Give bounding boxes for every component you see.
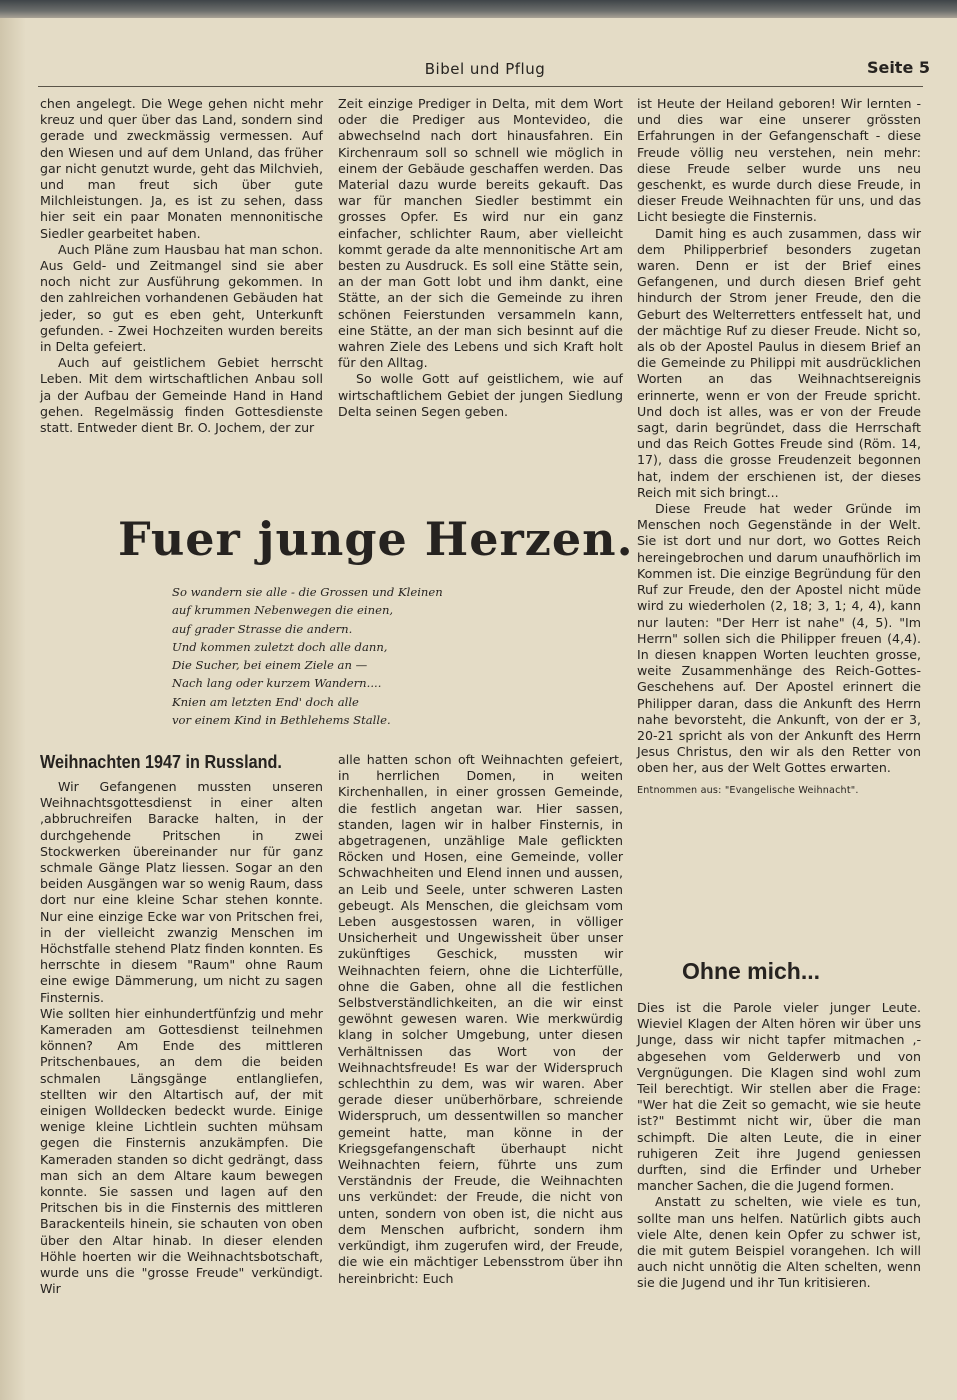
section-heading-fuer-junge-herzen: Fuer junge Herzen. <box>118 512 634 566</box>
paragraph: Dies ist die Parole vieler junger Leute. Wieviel Klagen der Alten hören wir über uns Junge, dass wir nicht tapfer mitmachen ,- abgesehen vom Gelderwerb und von Vergnügungen. Die Klagen sind wohl zum Teil berechtigt. Wir stellen aber die Frage: "Wer hat die Zeit so gemacht, wie sie heute ist?" Bestimmt nicht wir, über die man schimpft. Die alten Leute, die in einer ruhigeren Zeit ihre Jugend geniessen durften, sind die Erfinder und Urheber mancher Sachen, die die Jugend formen. <box>637 1000 921 1194</box>
poem-line: Die Sucher, bei einem Ziele an — <box>172 658 368 673</box>
poem-line: Nach lang oder kurzem Wandern.... <box>172 676 382 691</box>
article-column-middle <box>338 752 623 1287</box>
poem-line: So wandern sie alle - die Grossen und Kleinen <box>172 585 443 599</box>
poem-line: auf krummen Nebenwegen die einen, <box>172 603 394 618</box>
paragraph: chen angelegt. Die Wege gehen nicht mehr kreuz und quer über das Land, sondern sind gerade und zweckmässig vermessen. Auf den Wiesen und auf dem Unland, das früher gar nicht genutzt wurde, geht das Milchvieh, und man freut sich über gute Milchleistungen. Ja, es ist zu sehen, dass hier seit ein paar Monaten mennonitische Siedler gearbeitet haben. <box>40 96 323 241</box>
paragraph: ist Heute der Heiland geboren! Wir lernten - und dies war eine unserer grössten Erfahrungen in der Gefangenschaft - diese Freude völlig neu verstehen, nein mehr: diese Freude selber wurde uns neu geschenkt, es wurde durch diese Freude, in dieser Freude Weihnachten für uns, und das Licht besiegte die Finsternis. <box>637 96 921 225</box>
header-rule <box>38 86 923 87</box>
page-number: Seite 5 <box>866 58 930 77</box>
page-top-edge <box>0 0 957 18</box>
column-1-continuation <box>40 96 323 436</box>
paragraph: Auch Pläne zum Hausbau hat man schon. Aus Geld- und Zeitmangel sind sie aber noch nicht zur Ausführung gekommen. In den zahlreichen vorhandenen Gebäuden hat jeder, so gut es eben geht, Unterkunft gefunden. - Zwei Hochzeiten wurden bereits in Delta gefeiert. <box>40 241 323 355</box>
article-column-left <box>40 779 323 1298</box>
paragraph: Zeit einzige Prediger in Delta, mit dem Wort oder die Prediger aus Montevideo, die abwechselnd nach dort hinausfahren. Ein Kirchenraum soll so schnell wie möglich in einem der Gebäude geschaffen werden. Das Material dazu wurde bereits gekauft. Das war für manchen Siedler bestimmt ein grosses Opfer. Es wird nur ein ganz einfacher, schlichter Raum, aber vielleicht kommt gerade da alte mennonitische Art am besten zu Ausdruck. Es soll eine Stätte sein, an der man Gott lobt und ihm dankt, eine Stätte, an der sich die Gemeinde zu ihren schönen Feierstunden versammeln kann, eine Stätte, an der man sich besinnt auf die wahren Ziele des Lebens und sich Kraft holt für den Alltag. <box>338 96 623 371</box>
poem-line: Knien am letzten End' doch alle <box>172 694 359 709</box>
paragraph: Auch auf geistlichem Gebiet herrscht Leben. Mit dem wirtschaftlichen Anbau soll ja der Aufbau der Gemeinde Hand in Hand gehen. Regelmässig finden Gottesdienste statt. Entweder dient Br. O. Jochem, der zur <box>40 355 323 436</box>
article-heading-ohne-mich: Ohne mich... <box>682 958 821 984</box>
poem-line: auf grader Strasse die andern. <box>172 621 353 636</box>
column-3-article <box>637 96 921 799</box>
paragraph: So wolle Gott auf geistlichem, wie auf wirtschaftlichem Gebiet der jungen Siedlung Delta seinen Segen geben. <box>338 371 623 419</box>
paragraph: alle hatten schon oft Weihnachten gefeiert, in herrlichen Domen, in weiten Kirchenhallen, in einer grossen Gemeinde, die festlich angetan war. Hier sassen, standen, lagen wir in halber Finsternis, in abgetragenen, unzählige Male geflickten Röcken und Hosen, eine Gemeinde, voller Schwachheiten und Elend innen und aussen, an Leib und Seele, unter schweren Lasten gebeugt. Als Menschen, die gleichsam vom Leben ausgestossen waren, in völliger Unsicherheit und Ungewissheit über unser zukünftiges Geschick, mussten wir Weihnachten feiern, ohne die Lichterfülle, ohne die Gaben, ohne all die festlichen Selbstverständlichkeiten, an die wir einst gewöhnt gewesen waren. Wie merkwürdig klang in solcher Umgebung, unter diesen Verhältnissen das Wort von der Weihnachtsfreude! Es war der Widerspruch schlechthin zu dem, was wir waren. Aber gerade dieser unüberhörbare, schreiende Widerspruch, um dessentwillen so mancher gemeint hatte, man könne in der Kriegsgefangenschaft überhaupt nicht Weihnachten feiern, führte uns zum Verständnis der Freude, die Weihnachten uns verkündet: der Freude, die nicht von unten, sondern von oben ist, die nicht aus dem Menschen aufbricht, sondern ihm verkündigt, ihm zugerufen wird, der Freude, die wie ein mächtiger Lebensstrom über ihn hereinbricht: Euch <box>338 752 623 1286</box>
column-2-continuation <box>338 96 623 420</box>
paragraph: Wir Gefangenen mussten unseren Weihnachtsgottesdienst in einer alten ,abbruchreifen Baracke halten, in der durchgehende Pritschen in zwei Stockwerken übereinander nur für ganz schmale Gänge Platz liessen. Sogar an den beiden Ausgängen war so wenig Raum, dass dort nur eine kleine Schar stehen konnte. Nur eine einzige Ecke war von Pritschen frei, in der vielleicht zwanzig Menschen im Höchstfalle stehend Platz finden konnten. Es herrschte in diesem "Raum" ohne Raum eine ewige Dämmerung, um nicht zu sagen Finsternis. <box>40 779 323 1005</box>
poem-line: Und kommen zuletzt doch alle dann, <box>172 639 388 654</box>
poem-line: vor einem Kind in Bethlehems Stalle. <box>172 713 391 728</box>
running-header-title: Bibel und Pflug <box>424 60 546 78</box>
poem <box>172 583 572 729</box>
article-heading-weihnachten-1947: Weihnachten 1947 in Russland. <box>40 752 282 772</box>
page-gutter-shade <box>0 18 26 1400</box>
paragraph: Diese Freude hat weder Gründe im Menschen noch Gegenstände in der Welt. Sie ist dort und nur dort, wo Gottes Reich hereingebrochen und darum unaufhörlich im Kommen ist. Die einzige Begründung für den Ruf zur Freude, den der Apostel nicht müde wird zu wiederholen (2, 18; 3, 1; 4, 4), kann nur lauten: "Der Herr ist nahe" (4, 5). "Im Herrn" sollen sich die Philipper freuen (4,4). In diesen knappen Worten leuchten grosse, weite Zusammenhänge des Reich-Gottes-Geschehens auf. Der Apostel erinnert die Philipper daran, dass die Ankunft des Herrn nahe bevorsteht, die Ankunft, von der er 3, 20-21 spricht als von der Ankunft des Herrn Jesus Christus, den wir als den Retter von oben her, aus der Welt Gottes erwarten. <box>637 501 921 776</box>
article-column-right <box>637 1000 921 1292</box>
paragraph: Anstatt zu schelten, wie viele es tun, sollte man uns helfen. Natürlich gibts auch viele Alte, denen kein Opfer zu schwer ist, die mit gutem Beispiel vorangehen. Ich will auch nicht unnötig die Alten schelten, wenn sie die Jugend und ihr Tun kritisieren. <box>637 1194 921 1291</box>
article-source-note: Entnommen aus: "Evangelische Weihnacht". <box>637 784 859 796</box>
paragraph: Damit hing es auch zusammen, dass wir dem Philipperbrief besonders zugetan waren. Denn er ist der Brief eines Gefangenen, und durch diesen Brief geht hindurch der Strom jener Freude, den die Geburt des Welterretters entfesselt hat, und der mächtige Ruf zu dieser Freude. Nicht so, als ob der Apostel Paulus in diesem Brief an die Gemeinde zu Philippi mit ausdrücklichen Worten an das Weihnachtsereignis erinnerte, wenn er von der Freude spricht. Und doch ist alles, was er von der Freude sagt, darin begründet, dass die Herrschaft und das Reich Gottes Freude sind (Röm. 14, 17), dass die grosse Freudenzeit begonnen hat, indem der erschienen ist, der dieses Reich mit sich bringt... <box>637 225 921 500</box>
paragraph: Wie sollten hier einhundertfünfzig und mehr Kameraden am Gottesdienst teilnehmen können? Am Ende des mittleren Pritschenbaues, an dem die beiden schmalen Längsgänge entlangliefen, stellten wir den Altartisch auf, der mit einigen Wolldecken bedeckt wurde. Einige wenige kleine Lichtlein suchten mühsam gegen die Finsternis anzukämpfen. Die Kameraden standen so dicht gedrängt, dass man sich an dem Altare kaum bewegen konnte. Sie sassen und lagen auf den Pritschen bis in die Finsternis des mittleren Barackenteils hinein, sie schauten von oben über den Altar hinab. In dieser elenden Höhle hoerten wir die Weihnachtsbotschaft, wurde uns die "grosse Freude" verkündigt. Wir <box>40 1005 323 1297</box>
